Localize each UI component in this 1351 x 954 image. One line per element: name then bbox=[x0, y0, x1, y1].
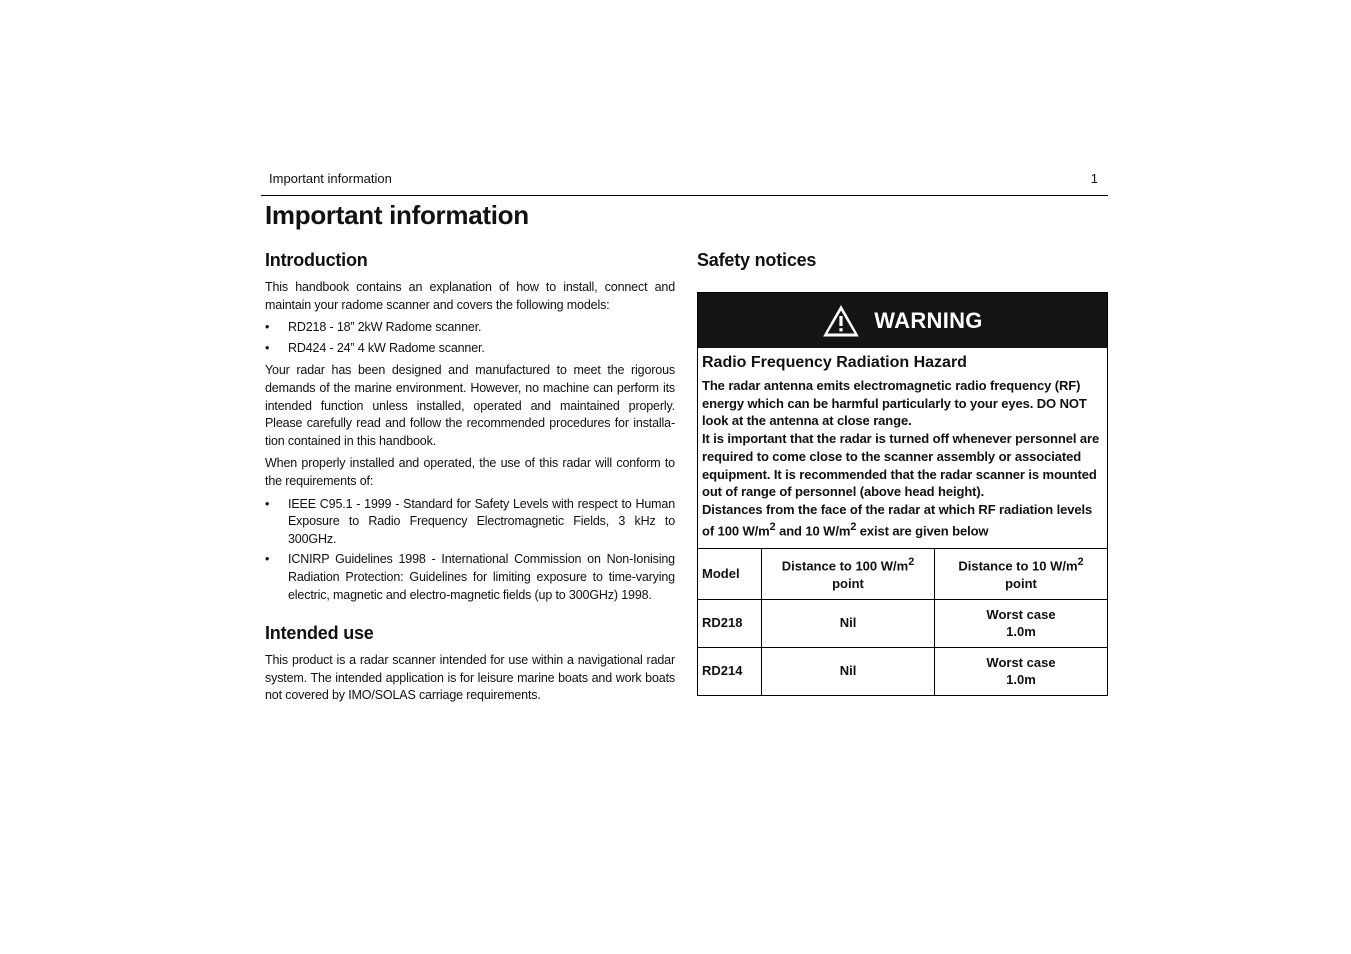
hazard-line-3-part-c: exist are given below bbox=[856, 522, 989, 538]
hazard-line-3-part-a: Distances from the face of the radar at which RF radiation levels of 100 W/m bbox=[702, 501, 1093, 538]
right-column bbox=[697, 250, 1108, 688]
hazard-line-3 bbox=[702, 501, 1103, 540]
standards-list bbox=[265, 496, 675, 605]
bullet: • bbox=[265, 340, 270, 355]
table-row bbox=[698, 647, 1107, 695]
header-distance-10 bbox=[935, 548, 1108, 599]
superscript: 2 bbox=[908, 556, 915, 569]
running-header bbox=[261, 171, 1108, 196]
cell-distance-100: Nil bbox=[762, 647, 935, 695]
models-list bbox=[265, 319, 675, 357]
superscript: 2 bbox=[769, 520, 776, 533]
warning-box bbox=[697, 292, 1108, 696]
intended-use-heading: Intended use bbox=[265, 623, 374, 644]
header-distance-100 bbox=[762, 548, 935, 599]
safety-notices-heading: Safety notices bbox=[697, 250, 817, 270]
bullet: • bbox=[265, 320, 270, 335]
list-item bbox=[265, 340, 675, 358]
superscript: 2 bbox=[850, 520, 857, 533]
cell-distance-10 bbox=[935, 599, 1108, 647]
introduction-heading: Introduction bbox=[265, 250, 368, 270]
introduction-paragraph-2: Your radar has been designed and manufactured to meet the rigorous demands of the marine environment. However, no machine can perform its intended function unless installed, operated and maintained properly. Please carefully read and follow the recommended procedures for installa-tion contained in this handbook. bbox=[265, 363, 675, 448]
document-page bbox=[261, 0, 1108, 954]
hazard-title: Radio Frequency Radiation Hazard bbox=[702, 354, 967, 371]
hazard-text bbox=[702, 377, 1103, 540]
list-item bbox=[265, 551, 675, 604]
table-row bbox=[698, 599, 1107, 647]
hazard-line-2: It is important that the radar is turned off whenever personnel are required to come close to the scanner assembly or associated equipment. It is recommended that the radar scanner is mounted out of range of personnel (above head height). bbox=[702, 431, 1100, 500]
header-text: Distance to 100 W/m bbox=[781, 558, 909, 574]
header-model: Model bbox=[698, 548, 762, 599]
model-item-text: RD424 - 24” 4 kW Radome scanner. bbox=[288, 340, 485, 355]
cell-model: RD214 bbox=[698, 647, 762, 695]
cell-model: RD218 bbox=[698, 599, 762, 647]
model-item-text: RD218 - 18” 2kW Radome scanner. bbox=[288, 320, 482, 335]
warning-label: WARNING bbox=[874, 307, 983, 333]
page-title: Important information bbox=[265, 200, 529, 230]
list-item bbox=[265, 496, 675, 549]
warning-banner bbox=[698, 293, 1107, 348]
cell-text: Worst case bbox=[986, 606, 1056, 622]
page-number: 1 bbox=[1090, 171, 1098, 186]
intended-use-paragraph: This product is a radar scanner intended for use within a navigational radar system. The intended application is for leisure marine boats and work boats not covered by IMO/SOLAS carriage requirements. bbox=[265, 653, 675, 703]
list-item bbox=[265, 319, 675, 337]
cell-text: 1.0m bbox=[1006, 672, 1036, 688]
cell-text: 1.0m bbox=[1006, 624, 1036, 640]
cell-distance-100: Nil bbox=[762, 599, 935, 647]
bullet: • bbox=[265, 552, 270, 567]
cell-distance-10 bbox=[935, 647, 1108, 695]
header-text: Distance to 10 W/m bbox=[958, 558, 1078, 574]
cell-text: Worst case bbox=[986, 654, 1056, 670]
table-header-row bbox=[698, 548, 1107, 599]
superscript: 2 bbox=[1077, 556, 1084, 569]
standard-item-text: IEEE C95.1 - 1999 - Standard for Safety Levels with respect to Human Exposure to Radio Frequency Electromagnetic Fields, 3 kHz to 300GHz. bbox=[288, 496, 675, 546]
header-text: point bbox=[1005, 576, 1037, 592]
running-header-title: Important information bbox=[269, 171, 392, 186]
standard-item-text: ICNIRP Guidelines 1998 - International Commission on Non-Ionising Radiation Protection: Guidelines for limiting exposure to time-varying electric, magnetic and electro-magnetic fields (up to 300GHz) 1998. bbox=[288, 552, 675, 602]
hazard-line-1: The radar antenna emits electromagnetic radio frequency (RF) energy which can be harmful particularly to your eyes. DO NOT look at the antenna at close range. bbox=[702, 378, 1087, 429]
left-column bbox=[265, 250, 675, 710]
rf-distance-table bbox=[698, 548, 1107, 695]
introduction-paragraph-3: When properly installed and operated, the use of this radar will conform to the requirements of: bbox=[265, 456, 675, 488]
bullet: • bbox=[265, 496, 270, 511]
hazard-line-3-part-b: and 10 W/m bbox=[775, 522, 851, 538]
header-text: point bbox=[832, 576, 864, 592]
introduction-paragraph-1: This handbook contains an explanation of how to install, connect and maintain your radome scanner and covers the following models: bbox=[265, 280, 675, 312]
warning-triangle-icon bbox=[822, 304, 860, 338]
